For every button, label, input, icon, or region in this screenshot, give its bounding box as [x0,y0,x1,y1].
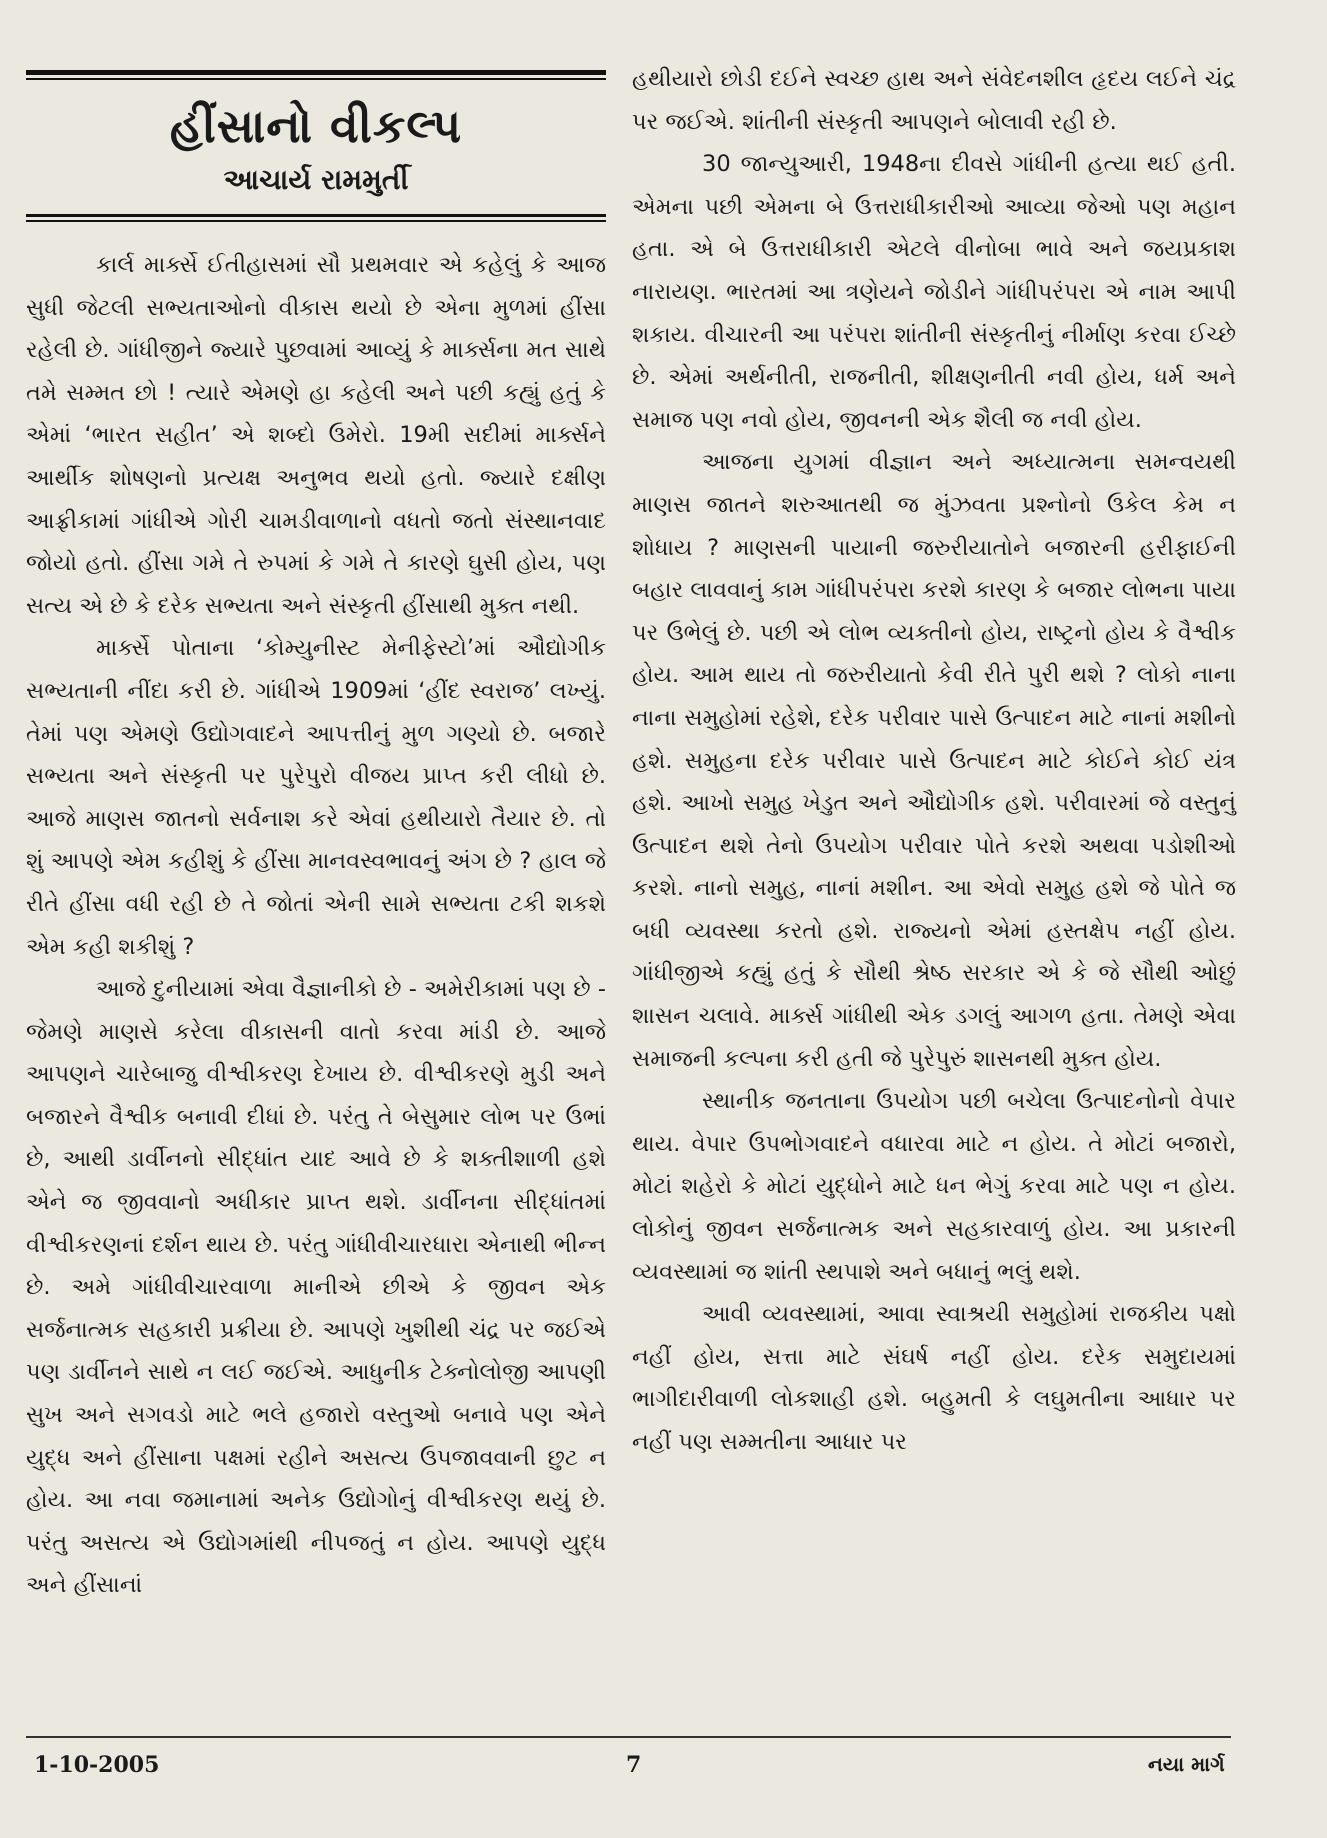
paragraph: કાર્લ માર્ક્સે ઈતીહાસમાં સૌ પ્રથમવાર એ કહેલું કે આજ સુધી જેટલી સભ્યતાઓનો વીકાસ થયો છે એના મુળમાં હીંસા રહેલી છે. ગાંધીજીને જ્યારે પુછવામાં આવ્યું કે માર્ક્સના મત સાથે તમે સમ્મત છો ! ત્યારે એમણે હા કહેલી અને પછી કહ્યું હતું કે એમાં ‘ભારત સહીત’ એ શબ્દો ઉમેરો. 19મી સદીમાં માર્ક્સને આર્થીક શોષણનો પ્રત્યક્ષ અનુભવ થયો હતો. જ્યારે દક્ષીણ આફ્રીકામાં ગાંધીએ ગોરી ચામડીવાળાનો વધતો જતો સંસ્થાનવાદ જોયો હતો. હીંસા ગમે તે રુપમાં કે ગમે તે કારણે ઘુસી હોય, પણ સત્ય એ છે કે દરેક સભ્યતા અને સંસ્કૃતી હીંસાથી મુક્ત નથી. [26,252,606,619]
article-title: હીંસાનો વીકલ્પ [169,99,463,153]
paragraph: આવી વ્યવસ્થામાં, આવા સ્વાશ્રયી સમુહોમાં રાજકીય પક્ષો નહીં હોય, સત્તા માટે સંઘર્ષ નહીં હોય. દરેક સમુદાયમાં ભાગીદારીવાળી લોકશાહી હશે. બહુમતી કે લઘુમતીના આધાર પર નહીં પણ સમ્મતીના આધાર પર [632,1301,1236,1455]
header-rule-bottom [26,214,606,217]
paragraph-continued: હથીયારો છોડી દઈને સ્વચ્છ હાથ અને સંવેદનશીલ હૃદય લઈને ચંદ્ર પર જઈએ. શાંતીની સંસ્કૃતી આપણને બોલાવી રહી છે. [632,66,1236,135]
right-column [632,58,1236,1464]
paragraph: સ્થાનીક જનતાના ઉપયોગ પછી બચેલા ઉત્પાદનોનો વેપાર થાય. વેપાર ઉપભોગવાદને વધારવા માટે ન હોય. તે મોટાં બજારો, મોટાં શહેરો કે મોટાં યુદ્ધોને માટે ધન ભેગું કરવા માટે પણ ન હોય. લોકોનું જીવન સર્જનાત્મક અને સહકારવાળું હોય. આ પ્રકારની વ્યવસ્થામાં જ શાંતી સ્થપાશે અને બધાનું ભલું થશે. [632,1088,1236,1285]
magazine-name: નયા માર્ગ [1148,1752,1225,1776]
header-rule-top [26,70,606,75]
issue-date: 1-10-2005 [34,1752,160,1778]
paragraph: માર્ક્સે પોતાના ‘કોમ્યુનીસ્ટ મેનીફેસ્ટો’માં ઔદ્યોગીક સભ્યતાની નીંદા કરી છે. ગાંધીએ 1909માં ‘હીંદ સ્વરાજ’ લખ્યું. તેમાં પણ એમણે ઉદ્યોગવાદને આપત્તીનું મુળ ગણ્યો છે. બજારે સભ્યતા અને સંસ્કૃતી પર પુરેપુરો વીજય પ્રાપ્ત કરી લીધો છે. આજે માણસ જાતનો સર્વનાશ કરે એવાં હથીયારો તૈયાર છે. તો શું આપણે એમ કહીશું કે હીંસા માનવસ્વભાવનું અંગ છે ? હાલ જે રીતે હીંસા વધી રહી છે તે જોતાં એની સામે સભ્યતા ટકી શકશે એમ કહી શકીશું ? [26,635,606,960]
paragraph: આજે દુનીયામાં એવા વૈજ્ઞાનીકો છે - અમેરીકામાં પણ છે - જેમણે માણસે કરેલા વીકાસની વાતો કરવા માંડી છે. આજે આપણને ચારેબાજુ વીશ્વીકરણ દેખાય છે. વીશ્વીકરણે મુડી અને બજારને વૈશ્વીક બનાવી દીધાં છે. પરંતુ તે બેસુમાર લોભ પર ઉભાં છે, આથી ડાર્વીનનો સીદ્ધાંત યાદ આવે છે કે શક્તીશાળી હશે એને જ જીવવાનો અધીકાર પ્રાપ્ત થશે. ડાર્વીનના સીદ્ધાંતમાં વીશ્વીકરણનાં દર્શન થાય છે. પરંતુ ગાંધીવીચારધારા એનાથી ભીન્ન છે. અમે ગાંધીવીચારવાળા માનીએ છીએ કે જીવન એક સર્જનાત્મક સહકારી પ્રક્રીયા છે. આપણે ખુશીથી ચંદ્ર પર જઈએ પણ ડાર્વીનને સાથે ન લઈ જઈએ. આધુનીક ટેક્નોલોજી આપણી સુખ અને સગવડો માટે ભલે હજારો વસ્તુઓ બનાવે પણ એને યુદ્ધ અને હીંસાના પક્ષમાં રહીને અસત્ય ઉપજાવવાની છુટ ન હોય. આ નવા જમાનામાં અનેક ઉદ્યોગોનું વીશ્વીકરણ થયું છે. પરંતુ અસત્ય એ ઉદ્યોગમાંથી નીપજતું ન હોય. આપણે યુદ્ધ અને હીંસાનાં [26,976,606,1599]
paragraph: 30 જાન્યુઆરી, 1948ના દીવસે ગાંધીની હત્યા થઈ હતી. એમના પછી એમના બે ઉત્તરાધીકારીઓ આવ્યા જેઓ પણ મહાન હતા. એ બે ઉત્તરાધીકારી એટલે વીનોબા ભાવે અને જયપ્રકાશ નારાયણ. ભારતમાં આ ત્રણેયને જોડીને ગાંધીપરંપરા એ નામ આપી શકાય. વીચારની આ પરંપરા શાંતીની સંસ્કૃતીનું નીર્માણ કરવા ઈચ્છે છે. એમાં અર્થનીતી, રાજનીતી, શીક્ષણનીતી નવી હોય, ધર્મ અને સમાજ પણ નવો હોય, જીવનની એક શૈલી જ નવી હોય. [632,151,1236,433]
page-number: 7 [626,1752,642,1778]
header-rule-top-thin [26,78,606,80]
paragraph: આજના યુગમાં વીજ્ઞાન અને અધ્યાત્મના સમન્વયથી માણસ જાતને શરુઆતથી જ મુંઝવતા પ્રશ્નોનો ઉકેલ કેમ ન શોધાય ? માણસની પાયાની જરુરીયાતોને બજારની હરીફાઈની બહાર લાવવાનું કામ ગાંધીપરંપરા કરશે કારણ કે બજાર લોભના પાયા પર ઉભેલું છે. પછી એ લોભ વ્યક્તીનો હોય, રાષ્ટ્રનો હોય કે વૈશ્વીક હોય. આમ થાય તો જરુરીયાતો કેવી રીતે પુરી થશે ? લોકો નાના નાના સમુહોમાં રહેશે, દરેક પરીવાર પાસે ઉત્પાદન માટે નાનાં મશીનો હશે. સમુહના દરેક પરીવાર પાસે ઉત્પાદન માટે કોઈને કોઈ યંત્ર હશે. આખો સમુહ ખેડુત અને ઔદ્યોગીક હશે. પરીવારમાં જે વસ્તુનું ઉત્પાદન થશે તેનો ઉપયોગ પરીવાર પોતે કરશે અથવા પડોશીઓ કરશે. નાનો સમુહ, નાનાં મશીન. આ એવો સમુહ હશે જે પોતે જ બધી વ્યવસ્થા કરતો હશે. રાજ્યનો એમાં હસ્તક્ષેપ નહીં હોય. ગાંધીજીએ કહ્યું હતું કે સૌથી શ્રેષ્ઠ સરકાર એ કે જે સૌથી ઓછું શાસન ચલાવે. માર્ક્સ ગાંધીથી એક ડગલું આગળ હતા. તેમણે એવા સમાજની કલ્પના કરી હતી જે પુરેપુરું શાસનથી મુક્ત હોય. [632,449,1236,1072]
left-column [26,70,606,1607]
header-rule-bottom-thin [26,220,606,222]
footer-rule [26,1736,1231,1738]
article-author: આચાર્ય રામમુર્તી [223,163,409,196]
